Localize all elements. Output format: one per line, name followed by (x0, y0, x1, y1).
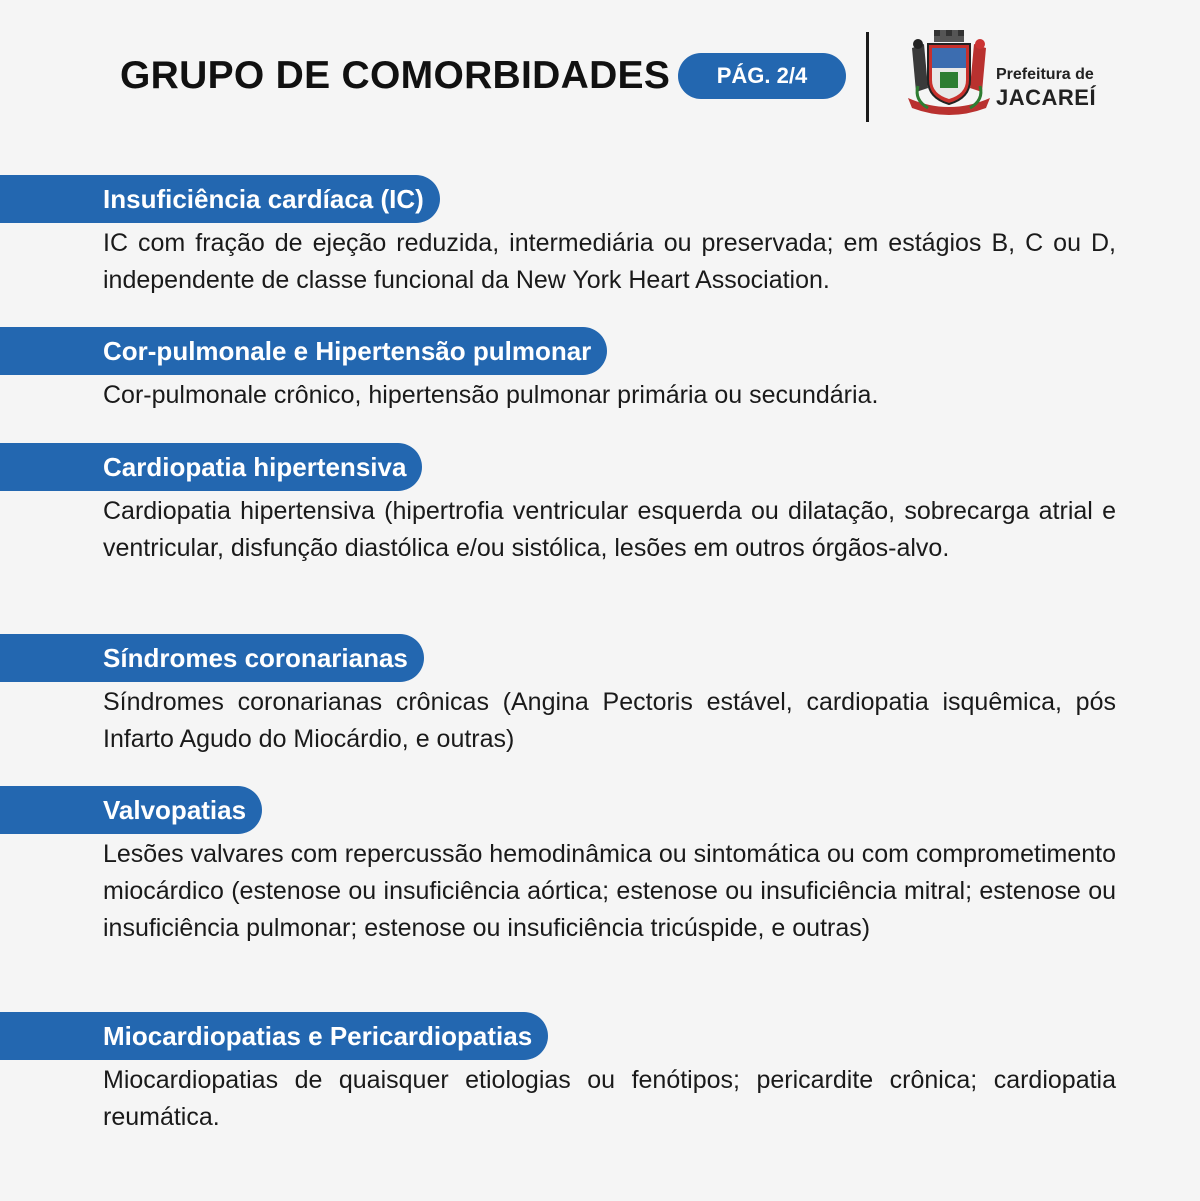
section-text: Cor-pulmonale crônico, hipertensão pulmonar primária ou secundária. (103, 381, 879, 409)
section-heading: Insuficiência cardíaca (IC) (0, 175, 440, 223)
section-cardiopatia-hipertensiva (0, 443, 1200, 567)
logo-line1: Prefeitura de (996, 66, 1094, 83)
section-heading: Valvopatias (0, 786, 262, 834)
section-text: IC com fração de ejeção reduzida, intermediária ou preservada; em estágios B, C ou D, independente de classe funcional da New York Heart Association. (103, 229, 1116, 294)
section-text: Síndromes coronarianas crônicas (Angina Pectoris estável, cardiopatia isquêmica, pós Infarto Agudo do Miocárdio, e outras) (103, 688, 1116, 753)
prefeitura-logo (904, 28, 1104, 118)
section-valvopatias (0, 786, 1200, 947)
page-title: GRUPO DE COMORBIDADES (120, 54, 671, 97)
section-heading: Síndromes coronarianas (0, 634, 424, 682)
section-insuficiencia-cardiaca (0, 175, 1200, 299)
section-text: Cardiopatia hipertensiva (hipertrofia ventricular esquerda ou dilatação, sobrecarga atrial e ventricular, disfunção diastólica e/ou sistólica, lesões em outros órgãos-alvo. (103, 497, 1116, 562)
section-heading: Miocardiopatias e Pericardiopatias (0, 1012, 548, 1060)
coat-of-arms-icon (904, 28, 994, 118)
header-divider (866, 32, 869, 122)
logo-line2: JACAREÍ (996, 85, 1097, 110)
page-badge: PÁG. 2/4 (678, 53, 846, 99)
section-text: Lesões valvares com repercussão hemodinâmica ou sintomática ou com comprometimento miocárdico (estenose ou insuficiência aórtica; estenose ou insuficiência mitral; estenose ou insuficiência pulmonar; estenose ou insuficiência tricúspide, e outras) (103, 840, 1116, 942)
section-cor-pulmonale (0, 327, 1200, 414)
section-sindromes-coronarianas (0, 634, 1200, 758)
section-miocardiopatias (0, 1012, 1200, 1136)
section-heading: Cor-pulmonale e Hipertensão pulmonar (0, 327, 607, 375)
section-heading: Cardiopatia hipertensiva (0, 443, 422, 491)
section-text: Miocardiopatias de quaisquer etiologias ou fenótipos; pericardite crônica; cardiopatia reumática. (103, 1066, 1116, 1131)
